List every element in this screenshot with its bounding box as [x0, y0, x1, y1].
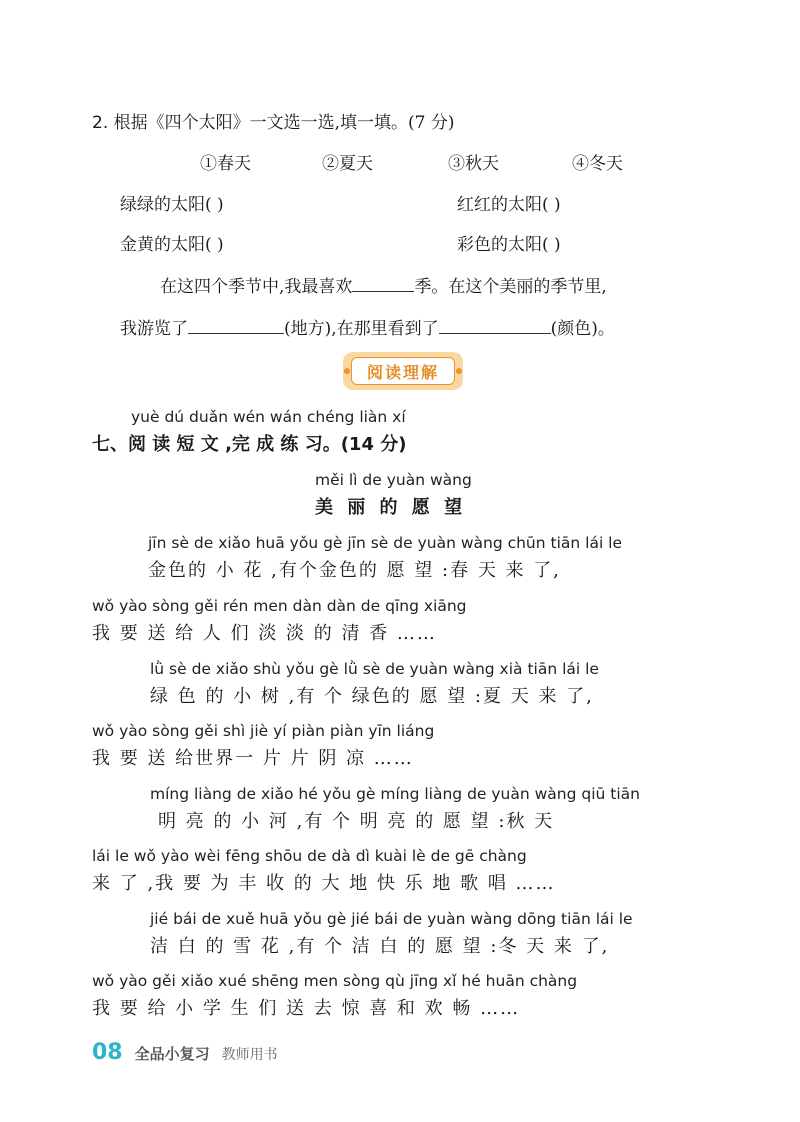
- option-spring: ①春天: [200, 154, 251, 174]
- line-1-text: 金色的 小 花 ,有个金色的 愿 望 :春 天 来 了,: [148, 560, 562, 581]
- line-7-text: 洁 白 的 雪 花 ,有 个 洁 白 的 愿 望 :冬 天 来 了,: [150, 936, 610, 957]
- line-8-text: 我 要 给 小 学 生 们 送 去 惊 喜 和 欢 畅 ……: [92, 998, 521, 1019]
- line-3-pinyin: lǜ sè de xiǎo shù yǒu gè lǜ sè de yuàn wàng xià tiān lái le: [150, 660, 599, 678]
- line-8-pinyin: wǒ yào gěi xiǎo xué shēng men sòng qù jīng xǐ hé huān chàng: [92, 972, 578, 990]
- sentence-favorite-season: [160, 272, 607, 297]
- option-autumn: ③秋天: [448, 154, 499, 174]
- line-5-pinyin: míng liàng de xiǎo hé yǒu gè míng liàng de yuàn wàng qiū tiān: [150, 785, 640, 803]
- passage-title: 美 丽 的 愿 望: [315, 497, 467, 518]
- line-4-text: 我 要 送 给世界一 片 片 阴 凉 ……: [92, 748, 414, 769]
- question-2-prompt: [92, 108, 455, 133]
- line-3-text: 绿 色 的 小 树 ,有 个 绿色的 愿 望 :夏 天 来 了,: [150, 686, 594, 707]
- line-2-text: 我 要 送 给 人 们 淡 淡 的 清 香 ……: [92, 623, 437, 644]
- line-5-text: 明 亮 的 小 河 ,有 个 明 亮 的 愿 望 :秋 天: [158, 811, 555, 832]
- fill-golden-sun[interactable]: 金黄的太阳( ): [120, 235, 224, 255]
- line-6-text: 来 了 ,我 要 为 丰 收 的 大 地 快 乐 地 歌 唱 ……: [92, 873, 556, 894]
- question-number: 2.: [92, 113, 109, 133]
- section-7-pinyin: yuè dú duǎn wén wán chéng liàn xí: [131, 408, 406, 426]
- line-6-pinyin: lái le wǒ yào wèi fēng shōu de dà dì kuài lè de gē chàng: [92, 847, 527, 865]
- blank-season[interactable]: [352, 275, 414, 292]
- sentence-part: 在这四个季节中,我最喜欢: [160, 277, 353, 297]
- sentence-part: (颜色)。: [550, 319, 615, 339]
- page-number: 08: [92, 1040, 123, 1065]
- page-footer: [92, 1040, 278, 1065]
- section-7-title: 七、阅 读 短 文 ,完 成 练 习。(14 分): [92, 434, 407, 455]
- line-2-pinyin: wǒ yào sòng gěi rén men dàn dàn de qīng xiāng: [92, 597, 467, 615]
- reading-comprehension-badge: [343, 352, 463, 390]
- sentence-part: 季。在这个美丽的季节里,: [414, 277, 607, 297]
- sentence-part: 我游览了: [120, 319, 188, 339]
- badge-dot-right: [456, 368, 462, 374]
- fill-green-sun[interactable]: 绿绿的太阳( ): [120, 195, 224, 215]
- option-winter: ④冬天: [572, 154, 623, 174]
- fill-colorful-sun[interactable]: 彩色的太阳( ): [457, 235, 561, 255]
- option-summer: ②夏天: [322, 154, 373, 174]
- blank-color[interactable]: [439, 317, 551, 334]
- badge-dot-left: [344, 368, 350, 374]
- fill-red-sun[interactable]: 红红的太阳( ): [457, 195, 561, 215]
- question-text: 根据《四个太阳》一文选一选,填一填。(7 分): [113, 113, 455, 133]
- footer-brand: 全品小复习: [134, 1045, 210, 1063]
- sentence-visited: [120, 314, 615, 339]
- footer-subtitle: 教师用书: [221, 1047, 278, 1063]
- badge-label: 阅读理解: [351, 357, 455, 385]
- passage-title-pinyin: měi lì de yuàn wàng: [315, 471, 472, 489]
- line-4-pinyin: wǒ yào sòng gěi shì jiè yí piàn piàn yīn liáng: [92, 722, 435, 740]
- line-7-pinyin: jié bái de xuě huā yǒu gè jié bái de yuàn wàng dōng tiān lái le: [150, 910, 633, 928]
- line-1-pinyin: jīn sè de xiǎo huā yǒu gè jīn sè de yuàn wàng chūn tiān lái le: [148, 534, 623, 552]
- sentence-part: (地方),在那里看到了: [284, 319, 439, 339]
- blank-place[interactable]: [188, 317, 284, 334]
